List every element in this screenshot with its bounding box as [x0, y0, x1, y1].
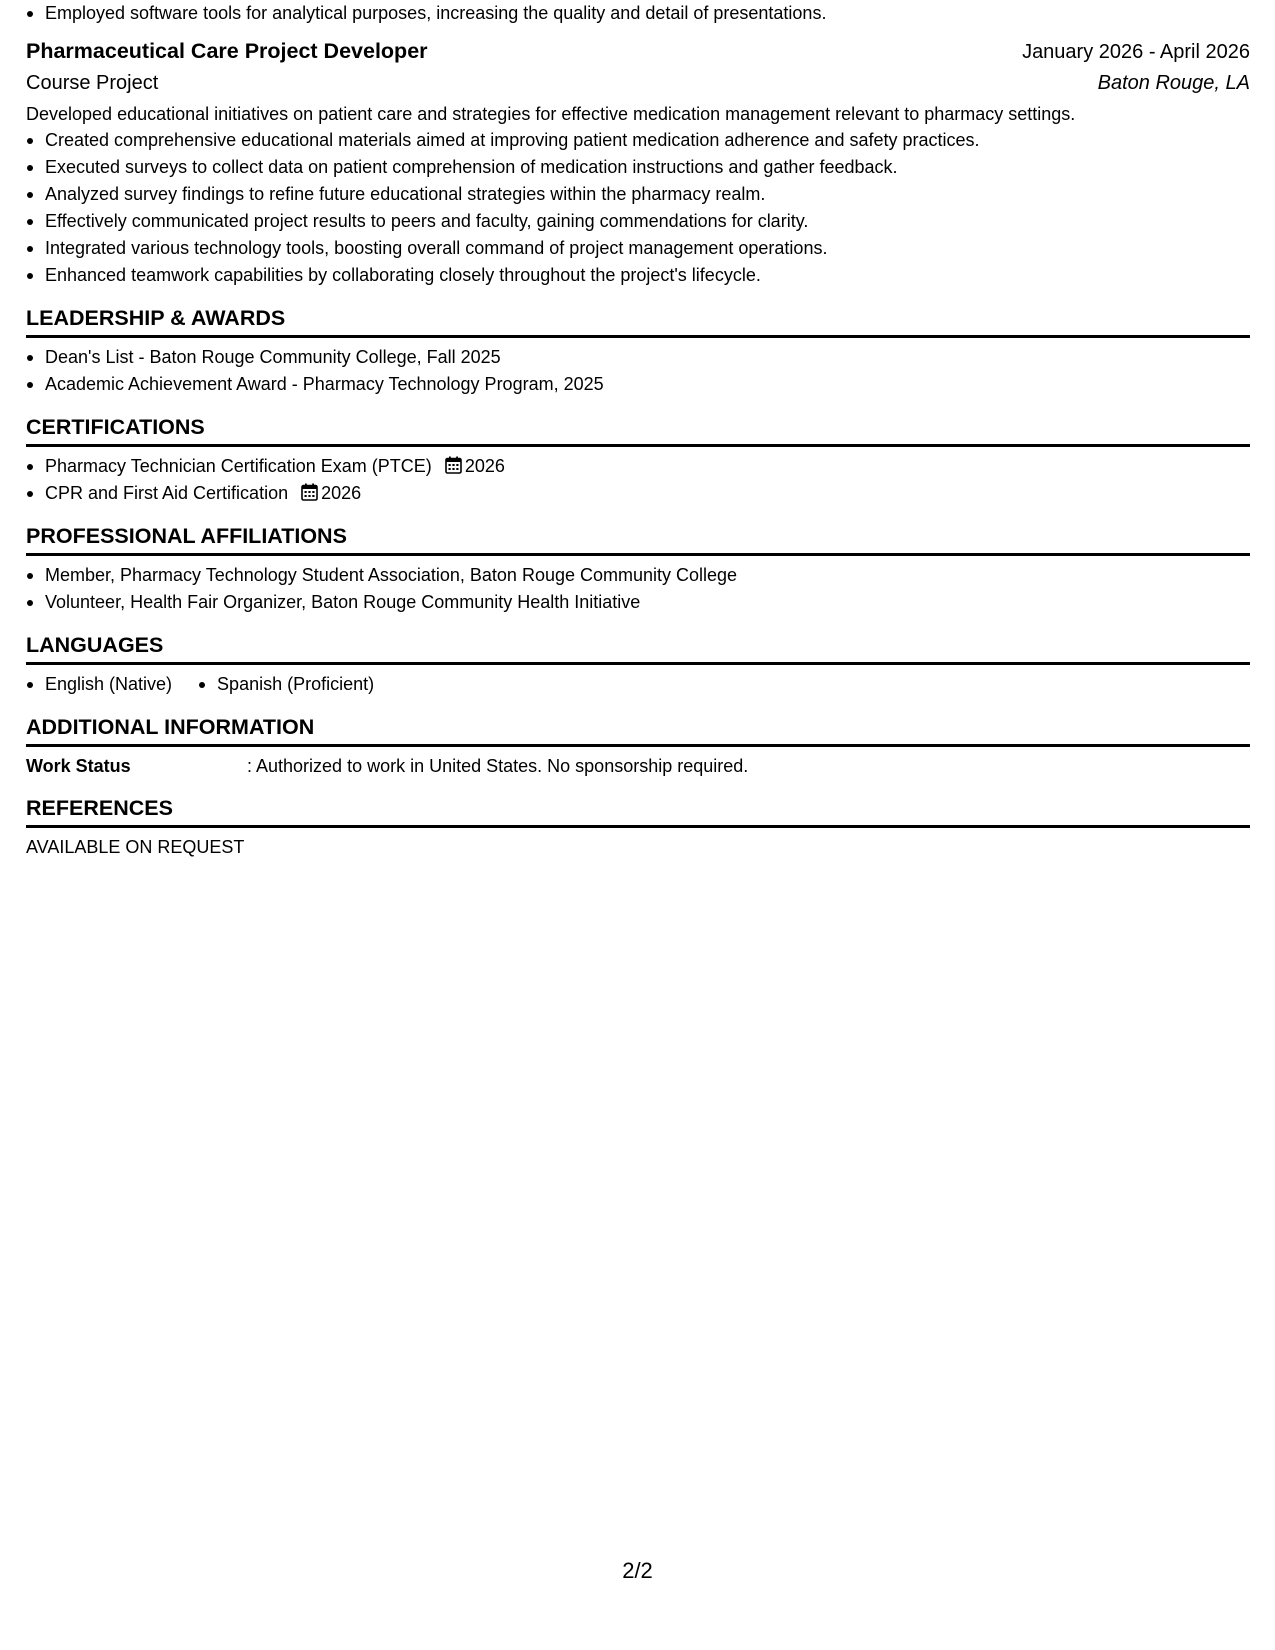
previous-role-bullets	[26, 0, 1250, 27]
work-status-label: Work Status	[26, 756, 131, 776]
certifications-section	[26, 414, 1250, 507]
calendar-icon	[445, 456, 462, 474]
leadership-section	[26, 305, 1250, 398]
leadership-list	[26, 344, 1250, 398]
project-location: Baton Rouge, LA	[1097, 72, 1250, 94]
list-item: Created comprehensive educational materials aimed at improving patient medication adherence and safety practices.	[26, 127, 1250, 154]
list-item: Employed software tools for analytical purposes, increasing the quality and detail of presentations.	[26, 0, 1250, 27]
page-number: 2/2	[622, 1558, 653, 1583]
list-item: Effectively communicated project results to peers and faculty, gaining commendations for clarity.	[26, 208, 1250, 235]
calendar-icon	[301, 483, 318, 501]
certification-year: 2026	[321, 483, 362, 503]
list-item: Analyzed survey findings to refine future educational strategies within the pharmacy realm.	[26, 181, 1250, 208]
affiliations-section	[26, 523, 1250, 616]
section-heading: LANGUAGES	[26, 632, 1250, 665]
languages-section	[26, 632, 1250, 698]
project-organization: Course Project	[26, 72, 159, 94]
section-heading: LEADERSHIP & AWARDS	[26, 305, 1250, 338]
additional-info-section	[26, 714, 1250, 779]
list-item	[26, 453, 1250, 480]
work-status-row	[26, 753, 1250, 779]
resume-page	[26, 0, 1250, 860]
list-item: Academic Achievement Award - Pharmacy Technology Program, 2025	[26, 371, 1250, 398]
project-title: Pharmaceutical Care Project Developer	[26, 39, 428, 63]
certifications-list	[26, 453, 1250, 507]
project-dates: January 2026 - April 2026	[1022, 41, 1250, 63]
section-heading: PROFESSIONAL AFFILIATIONS	[26, 523, 1250, 556]
certification-name: CPR and First Aid Certification	[45, 483, 289, 503]
project-header	[26, 36, 1250, 67]
section-heading: REFERENCES	[26, 795, 1250, 828]
list-item	[26, 480, 1250, 507]
list-item: Executed surveys to collect data on patient comprehension of medication instructions and gather feedback.	[26, 154, 1250, 181]
certification-name: Pharmacy Technician Certification Exam (PTCE)	[45, 456, 432, 476]
section-heading: ADDITIONAL INFORMATION	[26, 714, 1250, 747]
references-section	[26, 795, 1250, 860]
list-item: English (Native)	[26, 671, 172, 698]
languages-list	[26, 671, 1250, 698]
project-bullets	[26, 127, 1250, 289]
project-subheader	[26, 67, 1250, 99]
references-text: AVAILABLE ON REQUEST	[26, 837, 245, 857]
list-item: Dean's List - Baton Rouge Community College, Fall 2025	[26, 344, 1250, 371]
list-item: Integrated various technology tools, boosting overall command of project management operations.	[26, 235, 1250, 262]
project-summary: Developed educational initiatives on patient care and strategies for effective medication management relevant to pharmacy settings.	[26, 104, 1076, 124]
work-status-value: : Authorized to work in United States. No sponsorship required.	[247, 756, 749, 776]
project-entry	[26, 36, 1250, 289]
affiliations-list	[26, 562, 1250, 616]
certification-year: 2026	[464, 456, 505, 476]
list-item: Spanish (Proficient)	[198, 671, 374, 698]
list-item: Volunteer, Health Fair Organizer, Baton Rouge Community Health Initiative	[26, 589, 1250, 616]
list-item: Member, Pharmacy Technology Student Association, Baton Rouge Community College	[26, 562, 1250, 589]
list-item: Enhanced teamwork capabilities by collaborating closely throughout the project's lifecycle.	[26, 262, 1250, 289]
section-heading: CERTIFICATIONS	[26, 414, 1250, 447]
